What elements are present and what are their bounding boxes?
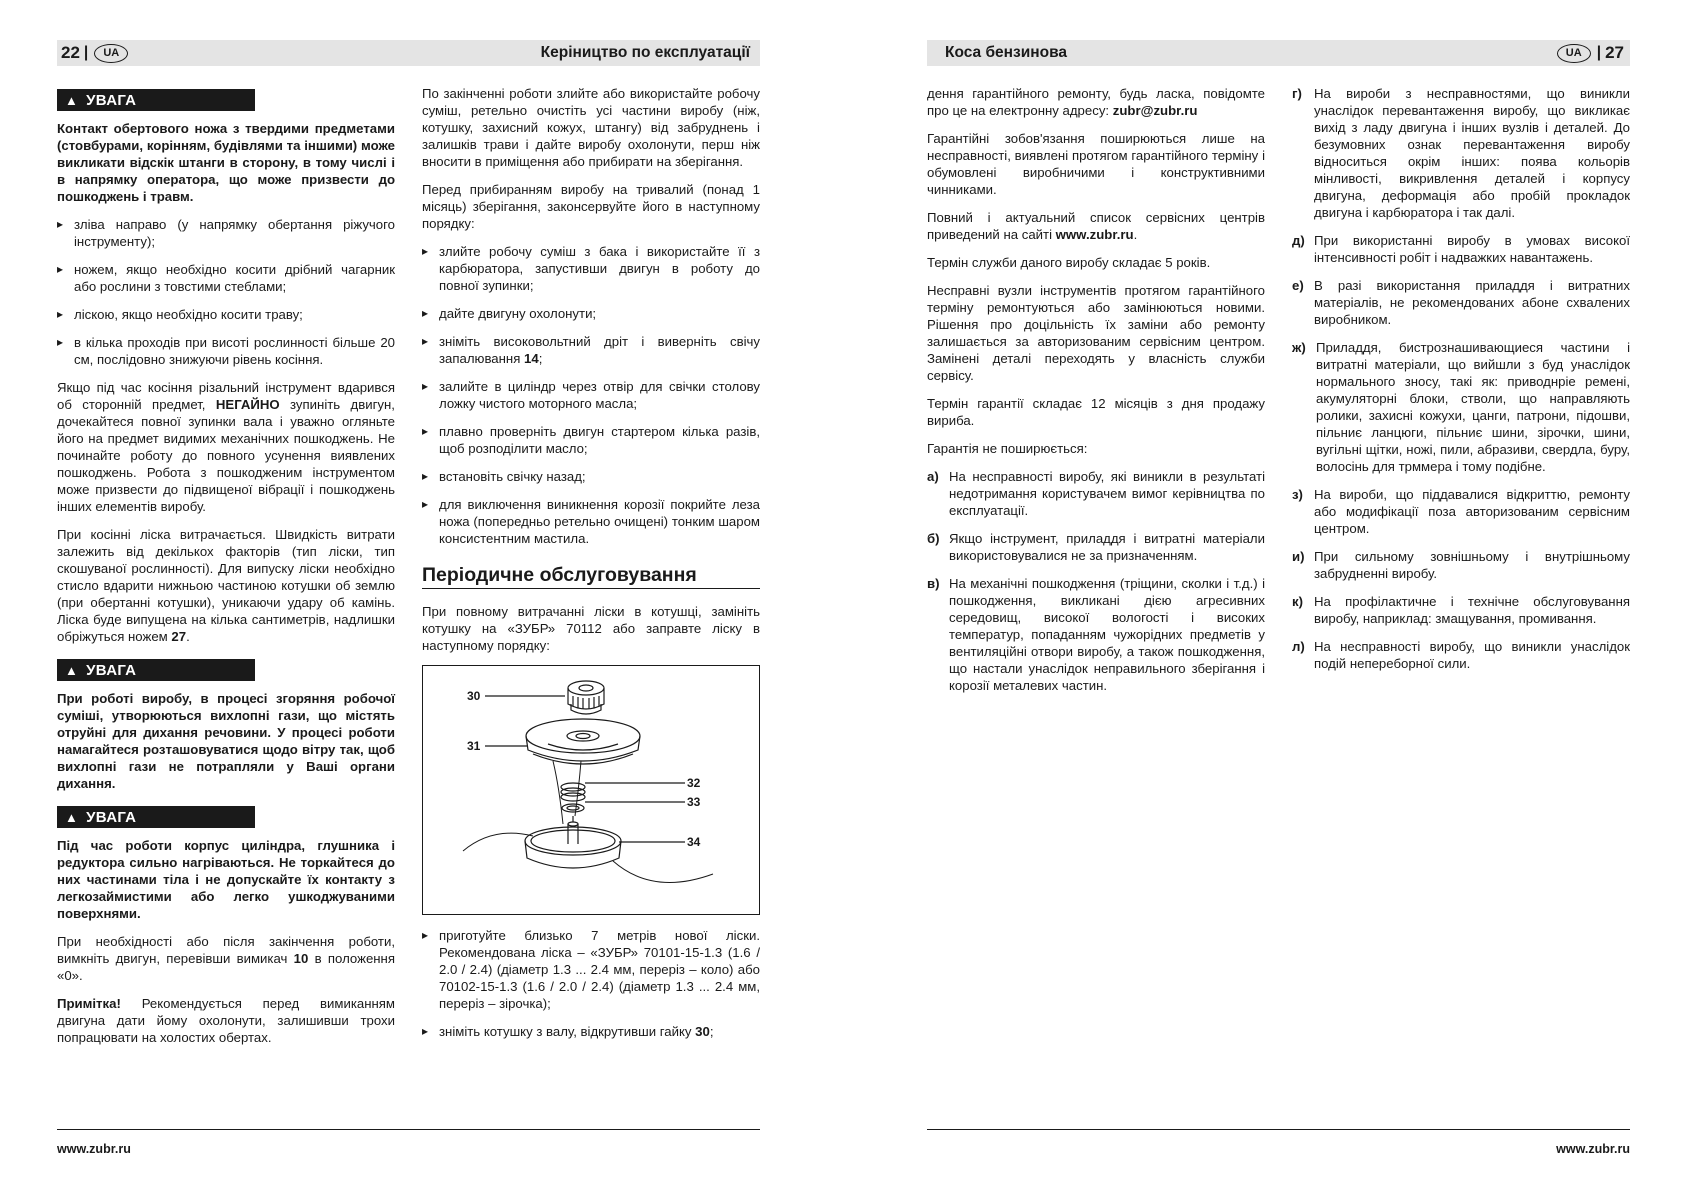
page-title: Коса бензинова	[945, 44, 1068, 61]
list-item: к) На профілактичне і технічне обслуговування виробу, наприклад: змащування, промивання.	[1292, 594, 1630, 626]
left-page-header	[57, 40, 760, 66]
trimmer-line	[463, 761, 713, 882]
list-item: ▸ зніміть котушку з валу, відкрутивши гайку 30;	[422, 1023, 760, 1040]
left-column-1	[57, 89, 395, 1057]
right-column-1	[927, 85, 1265, 705]
list-item: в) На механічні пошкодження (тріщини, сколки і т.д.) і пошкодження, викликані дією агресивних середовищ, високої вологості і високих температур, попаданням чужорідних предметів у вентиляційні отвори виробу, а також пошкодження, що настали унаслідок неправильного зберігання і корозії металевих частин.	[927, 576, 1265, 693]
warning-label: УВАГА	[86, 661, 137, 679]
housing-part	[525, 816, 621, 868]
list-item: л) На несправності виробу, що виникли унаслідок подій непереборної сили.	[1292, 639, 1630, 671]
warning-banner	[57, 806, 255, 828]
warning-banner	[57, 89, 255, 111]
mowing-directions-list	[57, 216, 395, 368]
exclusions-list-2	[1292, 85, 1630, 672]
list-item: ▸ в кілька проходів при висоті рослинності більше 20 см, послідовно знижуючи рівень косіння.	[57, 334, 395, 368]
warning-triangle-icon: ▲	[65, 662, 79, 678]
paragraph-stop-engine: При необхідності або після закінчення роботи, вимкніть двигун, перевівши вимикач 10 в положення «0».	[57, 934, 395, 983]
list-item: ▸ для виключення виникнення корозії покрийте леза ножа (попередньо ретельно очищені) тонким шаром консистентним мастила.	[422, 496, 760, 547]
list-item: ▸ дайте двигуну охолонути;	[422, 305, 760, 322]
paragraph-repair: Несправні вузли інструментів протягом гарантійного терміну ремонтуються або замінюються новими. Рішення про доцільність їх заміни або ремонту залишається за авторизованим сервісним центром. Замінені деталі переходять у власність служби сервісу.	[927, 283, 1265, 383]
warning-label: УВАГА	[86, 91, 137, 109]
note-paragraph: Примітка! Рекомендується перед вимиканням двигуна дати йому охолонути, залишивши трохи попрацювати на холостих обертах.	[57, 996, 395, 1045]
paragraph-service-life: Термін служби даного виробу складає 5 років.	[927, 255, 1211, 270]
warning-label: УВАГА	[86, 808, 137, 826]
list-item: и) При сильному зовнішньому і внутрішньому забрудненні виробу.	[1292, 549, 1630, 581]
paragraph-after-work: По закінченні роботи злийте або використайте робочу суміш, ретельно очистіть усі частини виробу (ніж, котушку, захисний кожух, штангу) від забруднень і залишків трави і дайте виробу охолонути, перш ніж вносити в приміщення або прибирати на зберігання.	[422, 86, 760, 169]
spool-steps-list	[422, 927, 760, 1040]
label-30: 30	[467, 689, 481, 703]
label-31: 31	[467, 739, 481, 753]
paragraph-warranty-term: Термін гарантії складає 12 місяців з дня продажу вириба.	[927, 396, 1265, 428]
page-title: Керіництво по експлуатації	[540, 44, 750, 61]
footer-rule	[57, 1129, 760, 1130]
footer-rule	[927, 1129, 1630, 1130]
storage-steps-list	[422, 243, 760, 547]
list-item: а) На несправності виробу, які виникли в результаті недотримання користувачем вимог керівництва по експлуатації.	[927, 469, 1265, 518]
paragraph-strike: Якщо під час косіння різальний інструмент вдарився об сторонній предмет, НЕГАЙНО зупиніть двигун, дочекайтеся повної зупинки вала і уважно огляньте його на предмет видимих механічних пошкоджень. Не починайте роботу до повного усунення виявлених пошкоджень. Робота з пошкодженим інструментом може призвести до підвищеної вібрації і пошкоджень інших елементів виробу.	[57, 380, 395, 514]
list-item: ▸ залийте в циліндр через отвір для свічки столову ложку чистого моторного масла;	[422, 378, 760, 412]
list-item: ▸ ліскою, якщо необхідно косити траву;	[57, 306, 395, 323]
list-item: з) На вироби, що піддавалися відкриттю, ремонту або модифікації поза авторизованим сервісним центром.	[1292, 487, 1630, 536]
exclusions-list-1	[927, 468, 1265, 694]
right-page	[842, 0, 1684, 1191]
nut-part	[568, 681, 604, 714]
label-34: 34	[687, 835, 701, 849]
list-item: ▸ встановіть свічку назад;	[422, 468, 760, 485]
list-item: ▸ злийте робочу суміш з бака і використайте її з карбюратора, запустивши двигун в роботу до повної зупинки;	[422, 243, 760, 294]
list-item: ▸ приготуйте близько 7 метрів нової ліски. Рекомендована ліска – «ЗУБР» 70101-15-1.3 (1.6 / 2.0 / 2.4) (діаметр 1.3 ... 2.4 мм, переріз – коло) або 70102-15-1.3 (1.6 / 2.0 / 2.4) (діаметр 1.3 ... 2.4 мм, переріз – зірочка);	[422, 927, 760, 1012]
right-page-header	[927, 40, 1630, 66]
warning-triangle-icon: ▲	[65, 809, 79, 825]
warning-text-1: Контакт обертового ножа з твердими предметами (стовбурами, корінням, будівлями та іншими) може викликати відскік штанги в сторону, в тому числі і в напрямку оператора, що може призвести до пошкоджень і травм.	[57, 121, 395, 204]
header-separator: |	[1596, 44, 1602, 61]
list-item: е) В разі використання приладдя і витратних матеріалів, не рекомендованих абоне схвалених виробником.	[1292, 278, 1630, 327]
list-item: ж) Приладдя, бистрознашивающиеся частини і витратні матеріали, що вийшли з буд унаслідок нормального зносу, такі як: приводнріе ремені, акумуляторні блоки, стволи, що направляють ролики, захисні кожухи, цанги, патрони, підошви, пільниє ланцюги, пільниє шини, зірочки, шини, вугільні щітки, ножі, пили, абразиви, свердла, буру, волосінь для трммера і тому подібне.	[1292, 340, 1630, 474]
footer-url: www.zubr.ru	[1556, 1142, 1630, 1156]
paragraph-exclusions-intro: Гарантія не поширюється:	[927, 441, 1088, 456]
list-item: ▸ плавно проверніть двигун стартером кілька разів, щоб розподілити масло;	[422, 423, 760, 457]
paragraph-service-centers: Повний і актуальний список сервісних центрів приведений на сайті www.zubr.ru.	[927, 210, 1265, 242]
warning-text-3: Під час роботи корпус циліндра, глушника і редуктора сильно нагріваються. Не торкайтеся до них частинами тіла і не допускайте їх контакту з легкозаймистими або легко ушкоджуваними поверхнями.	[57, 838, 395, 921]
list-item: д) При використанні виробу в умовах високої інтенсивності робіт і надважких навантажень.	[1292, 233, 1630, 265]
list-item: ▸ ножем, якщо необхідно косити дрібний чагарник або рослини з товстими стеблами;	[57, 261, 395, 295]
warning-triangle-icon: ▲	[65, 92, 79, 108]
label-33: 33	[687, 795, 701, 809]
paragraph-spool: При повному витрачанні ліски в котушці, замініть котушку на «ЗУБР» 70112 або заправте ліску в наступному порядку:	[422, 604, 760, 653]
paragraph-storage: Перед прибиранням виробу на тривалий (понад 1 місяць) зберігання, законсервуйте його в наступному порядку:	[422, 182, 760, 231]
left-column-2	[422, 85, 760, 1051]
spool-part	[526, 719, 640, 764]
right-column-2	[1292, 85, 1630, 683]
list-item: ▸ зліва направо (у напрямку обертання ріжучого інструменту);	[57, 216, 395, 250]
list-item: г) На вироби з несправностями, що виникли унаслідок перевантаження виробу, що викликає вихід з ладу двигуна і інших вузлів і деталей. До безумовних ознак перевантаження виробу відноситься окрім інших: поява кольорів мінливості, викривлення деталей і корпусу двигуна, деформація або пробій прокладок двигуна і карбюратора і так далі.	[1292, 86, 1630, 220]
paragraph-email: дення гарантійного ремонту, будь ласка, повідомте про це на електронну адресу: zubr@zubr.ru	[927, 86, 1265, 118]
list-item: б) Якщо інструмент, приладдя і витратні матеріали використовувалися не за призначенням.	[927, 531, 1265, 563]
language-badge: UA	[1557, 44, 1591, 63]
paragraph-warranty-scope: Гарантійні зобов'язання поширюються лише на несправності, виявлені протягом гарантійного терміну і обумовлені виробничими і конструктивними чинниками.	[927, 131, 1265, 197]
footer-url: www.zubr.ru	[57, 1142, 131, 1156]
section-heading: Періодичне обслуговування	[422, 567, 760, 589]
paragraph-line-feed: При косінні ліска витрачається. Швидкість витрати залежить від декількох факторів (тип ліски, тип скошуваної рослинності). Для випуску ліски необхідно стисло вдарити нижньою частиною котушки об землю (при обертанні котушки), уникаючи удару об камінь. Ліска буде випущена на кілька сантиметрів, надлишки обріжуться ножем 27.	[57, 527, 395, 644]
page-number: 22	[61, 43, 80, 62]
header-separator: |	[83, 44, 89, 61]
language-badge: UA	[94, 44, 128, 63]
page-number: 27	[1605, 43, 1624, 62]
label-32: 32	[687, 776, 701, 790]
warning-banner	[57, 659, 255, 681]
list-item: ▸ зніміть високовольтний дріт і виверніть свічу запалювання 14;	[422, 333, 760, 367]
spool-diagram-svg	[423, 666, 759, 914]
warning-text-2: При роботі виробу, в процесі згоряння робочої суміші, утворюються вихлопні гази, що містять отруйні для дихання речовини. У процесі роботи намагайтеся розташовуватися щодо вітру так, щоб вихлопні гази не потрапляли у Ваші органи дихання.	[57, 691, 395, 791]
spring-part	[561, 783, 585, 812]
spool-diagram	[422, 665, 760, 915]
